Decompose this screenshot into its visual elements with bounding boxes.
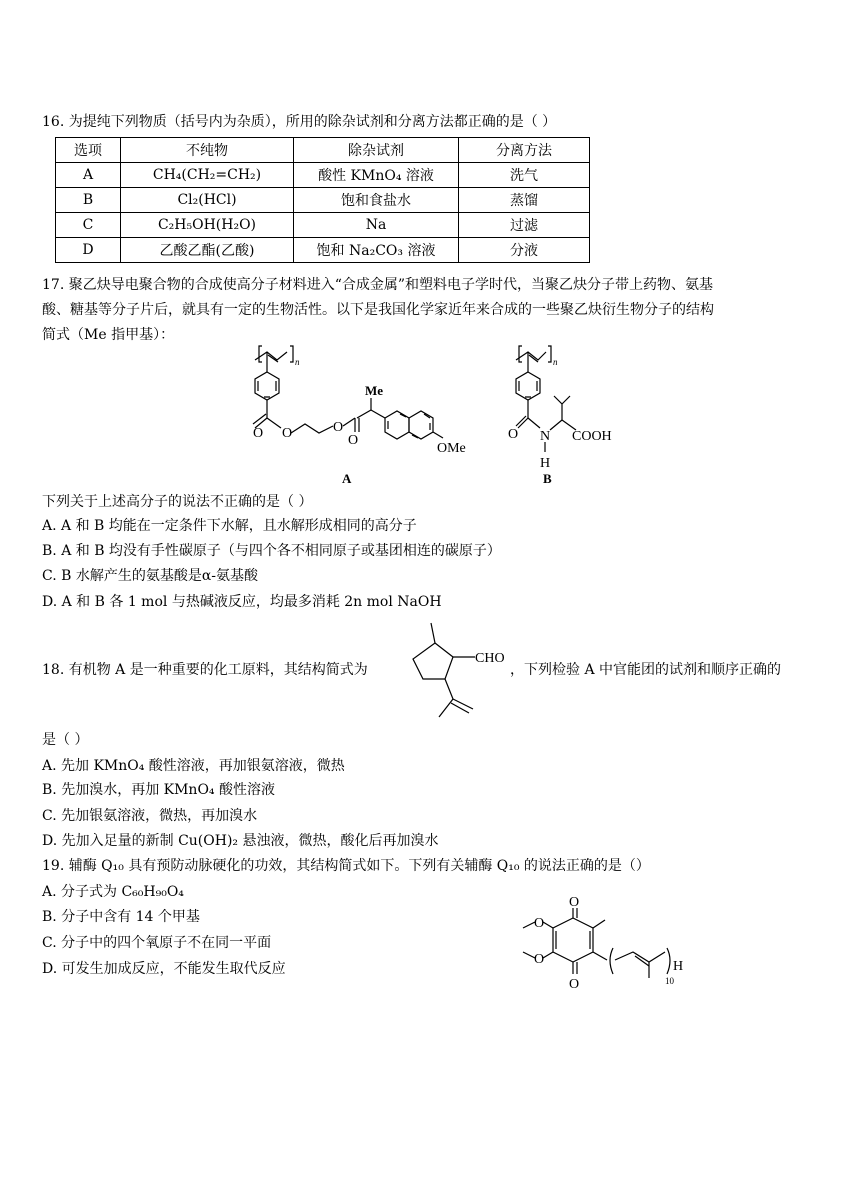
table-cell: 饱和 Na₂CO₃ 溶液 xyxy=(294,238,459,263)
table-cell: B xyxy=(56,188,121,213)
struct-a-o-ester2: O xyxy=(333,420,344,435)
table-cell: A xyxy=(56,163,121,188)
table-header: 不纯物 xyxy=(121,138,294,163)
q19-option-d: D. 可发生加成反应，不能发生取代反应 xyxy=(42,961,286,977)
q17-question: 下列关于上述高分子的说法不正确的是（ ） xyxy=(42,494,313,510)
struct-a-o-carbonyl2: O xyxy=(348,433,359,448)
table-cell: 分液 xyxy=(459,238,590,263)
q16-table xyxy=(55,137,590,263)
q17-stem-line1: 17. 聚乙炔导电聚合物的合成使高分子材料进入“合成金属”和塑料电子学时代，当聚乙炔分子带上药物、氨基 xyxy=(42,277,714,293)
table-cell: D xyxy=(56,238,121,263)
structure-a xyxy=(235,340,475,490)
struct-q18-cho: CHO xyxy=(475,651,505,666)
structure-q18 xyxy=(405,615,513,725)
q18-stem-part1: 18. 有机物 A 是一种重要的化工原料，其结构简式为 xyxy=(42,662,368,678)
struct-q19-h: H xyxy=(673,959,684,974)
table-cell: 洗气 xyxy=(459,163,590,188)
table-cell: Cl₂(HCl) xyxy=(121,188,294,213)
struct-q19-o-methoxy2: O xyxy=(534,952,545,967)
table-cell: C₂H₅OH(H₂O) xyxy=(121,213,294,238)
q16-stem: 16. 为提纯下列物质（括号内为杂质），所用的除杂试剂和分离方法都正确的是（ ） xyxy=(42,114,557,130)
struct-q19-subscript: 10 xyxy=(665,976,674,986)
struct-b-h: H xyxy=(540,456,551,471)
table-cell: 饱和食盐水 xyxy=(294,188,459,213)
structure-q19 xyxy=(515,890,695,1000)
struct-a-o-carbonyl: O xyxy=(253,426,264,441)
table-header: 分离方法 xyxy=(459,138,590,163)
q17-stem-line3: 简式（Me 指甲基）： xyxy=(42,327,175,343)
q19-option-b: B. 分子中含有 14 个甲基 xyxy=(42,909,200,925)
table-cell: C xyxy=(56,213,121,238)
structure-a-label: A xyxy=(342,471,352,486)
table-row xyxy=(56,163,590,188)
q19-option-c: C. 分子中的四个氧原子不在同一平面 xyxy=(42,935,272,951)
q17-option-b: B. A 和 B 均没有手性碳原子（与四个各不相同原子或基团相连的碳原子） xyxy=(42,543,501,559)
table-row xyxy=(56,213,590,238)
table-header: 除杂试剂 xyxy=(294,138,459,163)
table-cell: 蒸馏 xyxy=(459,188,590,213)
struct-a-me: Me xyxy=(365,383,384,398)
struct-b-n-index: n xyxy=(553,357,558,367)
table-row xyxy=(56,188,590,213)
table-cell: 乙酸乙酯(乙酸) xyxy=(121,238,294,263)
q17-option-c: C. B 水解产生的氨基酸是α-氨基酸 xyxy=(42,568,259,584)
struct-b-o: O xyxy=(508,427,519,442)
struct-b-n: N xyxy=(540,429,551,444)
struct-a-n: n xyxy=(295,357,300,367)
q18-option-b: B. 先加溴水，再加 KMnO₄ 酸性溶液 xyxy=(42,782,275,798)
table-row xyxy=(56,238,590,263)
table-header: 选项 xyxy=(56,138,121,163)
struct-q19-o-top: O xyxy=(569,895,580,910)
q19-option-a: A. 分子式为 C₆₀H₉₀O₄ xyxy=(42,884,184,900)
table-cell: Na xyxy=(294,213,459,238)
struct-b-cooh: COOH xyxy=(572,429,612,444)
q18-option-d: D. 先加入足量的新制 Cu(OH)₂ 悬浊液，微热，酸化后再加溴水 xyxy=(42,833,439,849)
q17-stem-line2: 酸、糖基等分子片后，就具有一定的生物活性。以下是我国化学家近年来合成的一些聚乙炔衍生物分子的结构 xyxy=(42,302,714,318)
struct-q19-o-bottom: O xyxy=(569,977,580,992)
struct-a-o-ester: O xyxy=(282,426,293,441)
q18-stem-part2: ，下列检验 A 中官能团的试剂和顺序正确的 xyxy=(510,662,782,678)
table-cell: 过滤 xyxy=(459,213,590,238)
q19-stem: 19. 辅酶 Q₁₀ 具有预防动脉硬化的功效，其结构简式如下。下列有关辅酶 Q₁₀ 的说法正确的是（） xyxy=(42,858,650,874)
q18-stem-part3: 是（ ） xyxy=(42,732,89,748)
structure-b-label: B xyxy=(543,471,552,486)
q18-option-a: A. 先加 KMnO₄ 酸性溶液，再加银氨溶液，微热 xyxy=(42,758,345,774)
q17-option-a: A. A 和 B 均能在一定条件下水解，且水解形成相同的高分子 xyxy=(42,518,417,534)
struct-a-ome: OMe xyxy=(437,441,466,456)
struct-q19-o-methoxy1: O xyxy=(534,916,545,931)
structure-b xyxy=(500,340,630,490)
table-cell: 酸性 KMnO₄ 溶液 xyxy=(294,163,459,188)
q17-option-d: D. A 和 B 各 1 mol 与热碱液反应，均最多消耗 2n mol NaOH xyxy=(42,594,442,610)
table-header-row xyxy=(56,138,590,163)
table-cell: CH₄(CH₂=CH₂) xyxy=(121,163,294,188)
q18-option-c: C. 先加银氨溶液，微热，再加溴水 xyxy=(42,808,258,824)
